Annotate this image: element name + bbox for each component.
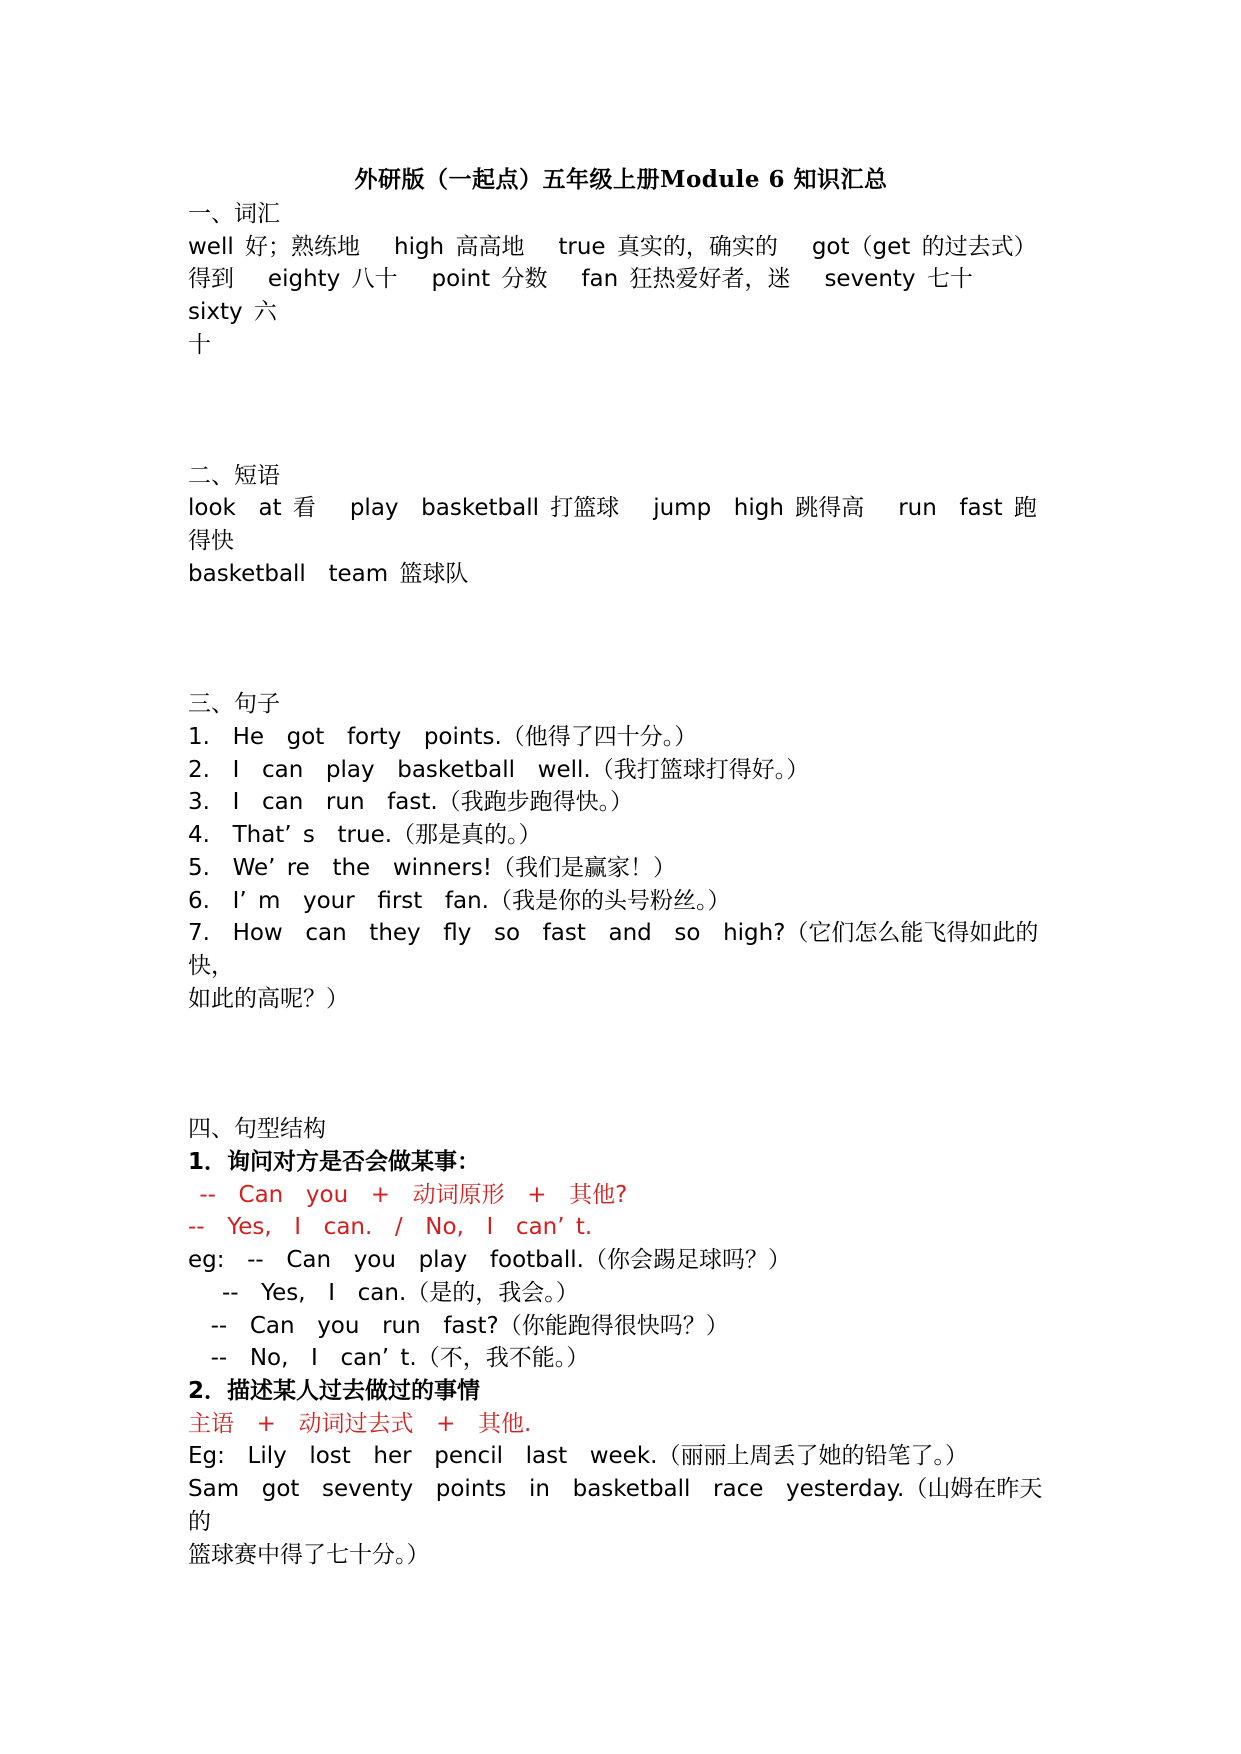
example-line: -- Yes, I can.（是的，我会。） [188,1279,579,1306]
example-line: -- No, I can’ t.（不，我不能。） [188,1345,590,1372]
phrase-line: basketball team 篮球队 [188,560,469,587]
document-title: 外研版（一起点）五年级上册Module 6 知识汇总 [354,166,888,193]
section-phrases [188,460,1054,591]
structure-item-title: 2．描述某人过去做过的事情 [188,1377,481,1404]
section-structures [188,1113,1054,1571]
document-page [188,164,1054,1571]
section-sentences [188,688,1054,1015]
sentence-line: 4. That’ s true.（那是真的。） [188,822,542,849]
sentence-line: 6. I’ m your first fan.（我是你的头号粉丝。） [188,887,731,914]
example-line: eg: -- Can you play football.（你会踢足球吗？） [188,1247,791,1274]
structure-item-title: 1．询问对方是否会做某事： [188,1149,481,1176]
sentence-line: 2. I can play basketball well.（我打篮球打得好。） [188,756,810,783]
section-gap [188,1015,1054,1113]
example-line: -- Can you run fast?（你能跑得很快吗？） [188,1312,729,1339]
section-heading: 二、短语 [188,462,280,489]
section-gap [188,362,1054,460]
example-line: Eg: Lily lost her pencil last week.（丽丽上周丢了她的铅笔了。） [188,1443,968,1470]
sentence-line: 3. I can run fast.（我跑步跑得快。） [188,789,634,816]
structure-pattern: -- Yes, I can. / No, I can’ t. [188,1214,593,1241]
example-line: 篮球赛中得了七十分。） [188,1541,430,1568]
phrase-line: look at 看 play basketball 打篮球 jump high 跳得高 run fast 跑得快 [188,495,1037,554]
section-heading: 三、句子 [188,691,280,718]
section-heading: 一、词汇 [188,201,280,227]
section-heading: 四、句型结构 [188,1116,326,1143]
vocab-line: well 好；熟练地 high 高高地 true 真实的，确实的 got（get 的过去式） [188,233,1037,260]
sentence-line: 1. He got forty points.（他得了四十分。） [188,724,698,751]
vocab-line: 得到 eighty 八十 point 分数 fan 狂热爱好者，迷 seventy 七十 sixty 六 [188,266,1007,326]
sentence-line: 如此的高呢？） [188,985,349,1012]
sentence-line: 7. How can they fly so fast and so high?（它们怎么能飞得如此的快， [188,920,1039,979]
structure-pattern: 主语 + 动词过去式 + 其他. [188,1410,532,1437]
sentence-line: 5. We’ re the winners!（我们是赢家！） [188,854,676,881]
vocab-line: 十 [188,331,211,358]
structure-pattern: -- Can you + 动词原形 + 其他? [188,1181,628,1208]
section-vocabulary [188,198,1054,362]
section-gap [188,590,1054,688]
example-line: Sam got seventy points in basketball race yesterday.（山姆在昨天的 [188,1476,1043,1535]
